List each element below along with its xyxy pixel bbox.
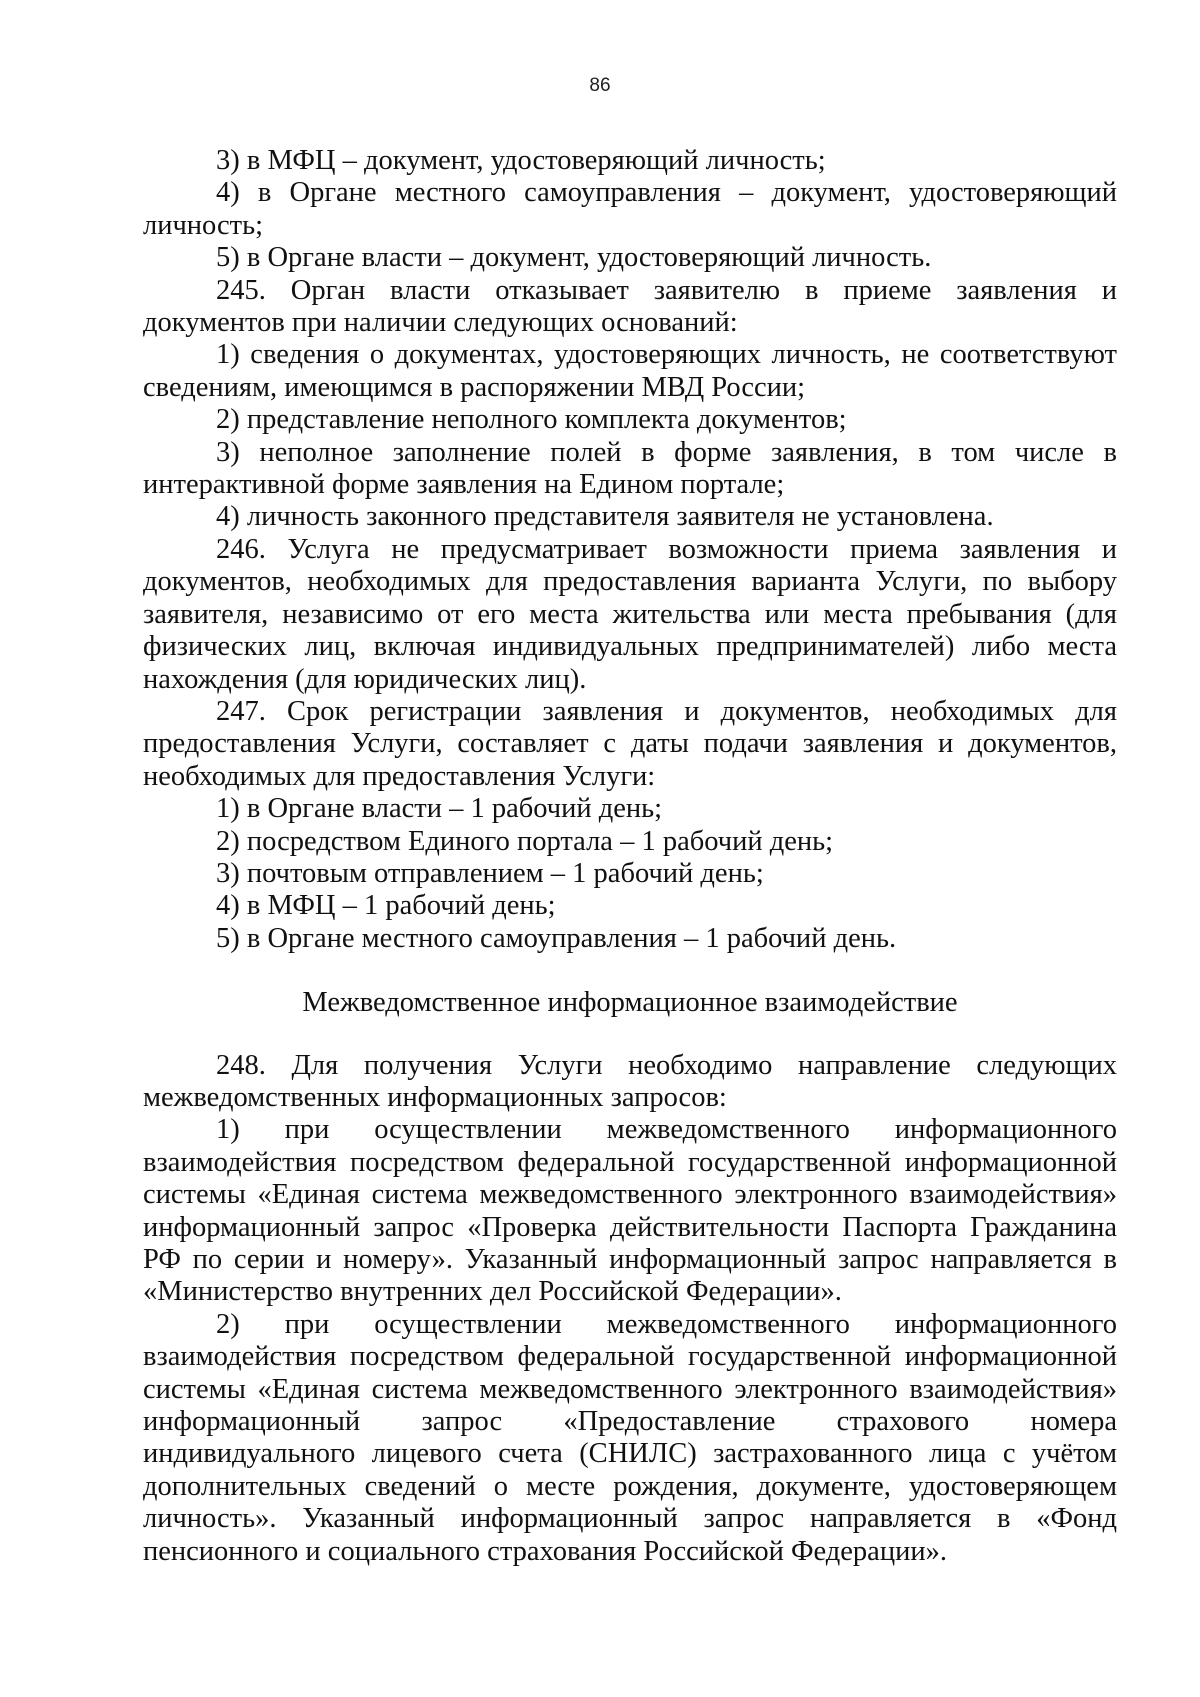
paragraph-247-item-4: 4) в МФЦ – 1 рабочий день; xyxy=(216,890,556,922)
paragraph-245-item-4: 4) личность законного представителя заявителя не установлена. xyxy=(216,501,994,533)
paragraph-245-item-2: 2) представление неполного комплекта документов; xyxy=(216,404,847,436)
paragraph-248-item-1: 1) при осуществлении межведомственного информационного взаимодействия посредством федеральной государственной информационной системы «Единая система межведомственного электронного взаимодействия» информационный запрос «Проверка действительности Паспорта Гражданина РФ по серии и номеру». Указанный информационный запрос направляется в «Министерство внутренних дел Российской Федерации». xyxy=(143,1114,1117,1308)
paragraph-248: 248. Для получения Услуги необходимо направление следующих межведомственных информационных запросов: xyxy=(143,1049,1117,1113)
paragraph-245-item-1: 1) сведения о документах, удостоверяющих личность, не соответствуют сведениям, имеющимся в распоряжении МВД России; xyxy=(143,339,1117,403)
section-heading: Межведомственное информационное взаимодействие xyxy=(302,987,958,1019)
paragraph-245-item-3: 3) неполное заполнение полей в форме заявления, в том числе в интерактивной форме заявления на Едином портале; xyxy=(143,436,1117,501)
paragraph-248-item-2: 2) при осуществлении межведомственного информационного взаимодействия посредством федеральной государственной информационной системы «Единая система межведомственного электронного взаимодействия» информационный запрос «Предоставление страхового номера индивидуального лицевого счета (СНИЛС) застрахованного лица с учётом дополнительных сведений о месте рождения, документе, удостоверяющем личность». Указанный информационный запрос направляется в «Фонд пенсионного и социального страхования Российской Федерации». xyxy=(143,1308,1117,1567)
paragraph-246: 246. Услуга не предусматривает возможности приема заявления и документов, необходимых для предоставления варианта Услуги, по выбору заявителя, независимо от его места жительства или места пребывания (для физических лиц, включая индивидуальных предпринимателей) либо места нахождения (для юридических лиц). xyxy=(143,533,1117,695)
paragraph-247-item-2: 2) посредством Единого портала – 1 рабочий день; xyxy=(216,825,834,857)
paragraph-247-item-1: 1) в Органе власти – 1 рабочий день; xyxy=(216,793,663,825)
paragraph-247-item-5: 5) в Органе местного самоуправления – 1 рабочий день. xyxy=(216,922,897,954)
paragraph-247-item-3: 3) почтовым отправлением – 1 рабочий день; xyxy=(216,857,764,889)
paragraph-245: 245. Орган власти отказывает заявителю в приеме заявления и документов при наличии следующих оснований: xyxy=(143,274,1117,339)
document-body xyxy=(143,145,1117,1568)
paragraph-247: 247. Срок регистрации заявления и документов, необходимых для предоставления Услуги, составляет с даты подачи заявления и документов, необходимых для предоставления Услуги: xyxy=(143,695,1117,792)
paragraph-item-5-authority: 5) в Органе власти – документ, удостоверяющий личность. xyxy=(216,242,932,274)
paragraph-item-3-mfc: 3) в МФЦ – документ, удостоверяющий личность; xyxy=(216,145,826,176)
page-number: 86 xyxy=(589,75,611,96)
paragraph-item-4-local-government: 4) в Органе местного самоуправления – документ, удостоверяющий личность; xyxy=(143,177,1117,241)
